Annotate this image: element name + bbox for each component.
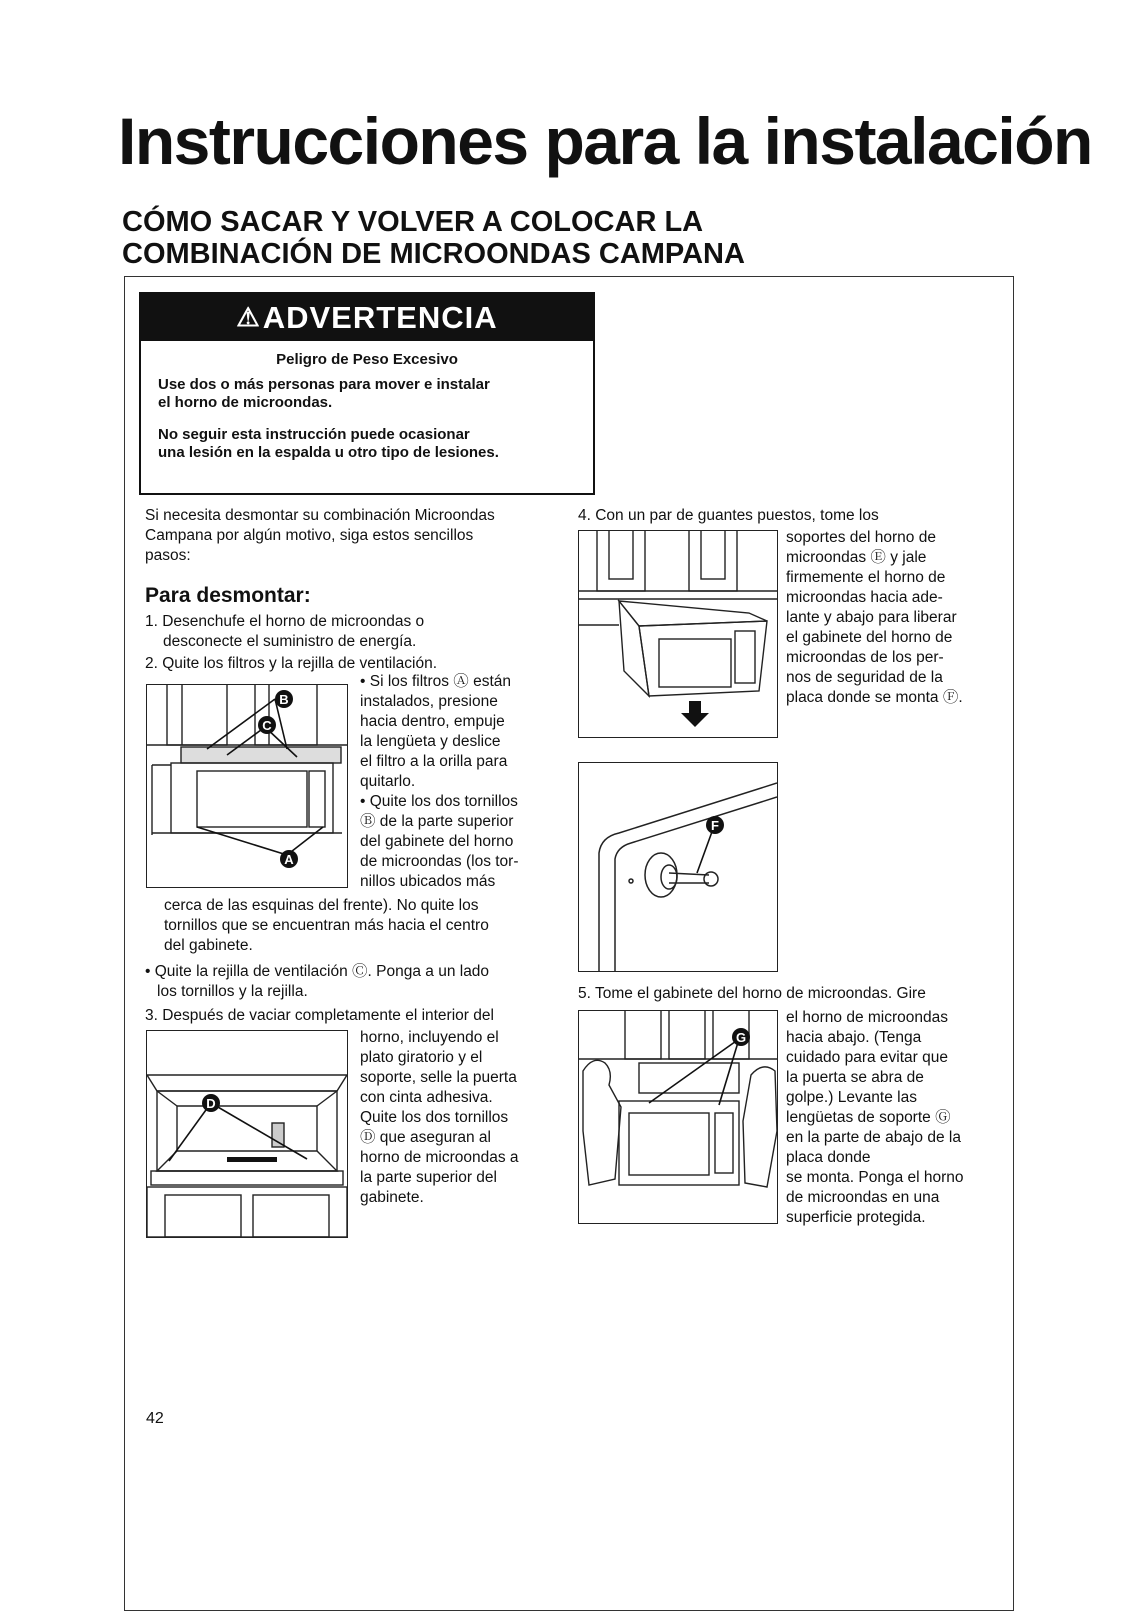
step-1: [145, 612, 545, 652]
callout-f-label: F: [711, 818, 719, 833]
step-4-side-line: placa donde se monta Ⓕ.: [786, 689, 963, 706]
figure-cabinet-screws: [146, 1030, 348, 1238]
step-5-side-line: placa donde: [786, 1149, 871, 1166]
section-heading: Para desmontar:: [145, 584, 311, 607]
step-5-side-line: en la parte de abajo de la: [786, 1129, 961, 1146]
warning-icon: ⚠: [236, 302, 261, 332]
step-4-side-line: nos de seguridad de la: [786, 669, 943, 686]
callout-g-label: G: [735, 1030, 747, 1045]
intro-paragraph: [145, 506, 545, 566]
step-2-continued: [164, 896, 564, 956]
step-2: 2. Quite los filtros y la rejilla de ventilación.: [145, 655, 438, 672]
warning-heading: ADVERTENCIA: [262, 300, 498, 335]
step-4-side-line: el gabinete del horno de: [786, 629, 953, 646]
step-2-side-line: el filtro a la orilla para: [360, 753, 508, 770]
step-3-side-line: con cinta adhesiva.: [360, 1089, 493, 1106]
callout-b-label: B: [279, 692, 289, 707]
step-2-side-line: hacia dentro, empuje: [360, 713, 505, 730]
step-3-side-text: [360, 1028, 550, 1208]
intro-line: Si necesita desmontar su combinación Microondas: [145, 507, 495, 524]
step-5-side-line: se monta. Ponga el horno: [786, 1169, 964, 1186]
section-title-line1: CÓMO SACAR Y VOLVER A COLOCAR LA: [122, 206, 704, 238]
step-1-line: 1. Desenchufe el horno de microondas o: [145, 613, 425, 630]
page-title: Instrucciones para la instalación: [118, 104, 1092, 178]
step-5-side-line: lengüetas de soporte Ⓖ: [786, 1109, 951, 1126]
step-5-side-line: superficie protegida.: [786, 1209, 926, 1226]
warning-text-1: [158, 376, 578, 412]
figure-lower-oven-drawing: [579, 1011, 777, 1223]
step-5-side-text: [786, 1008, 1006, 1228]
step-4-side-line: microondas Ⓔ y jale: [786, 549, 927, 566]
figure-filters-drawing: [147, 685, 347, 887]
step-3-side-line: gabinete.: [360, 1189, 424, 1206]
step-5-side-line: el horno de microondas: [786, 1009, 948, 1026]
step-3-side-line: la parte superior del: [360, 1169, 497, 1186]
section-title-line2: COMBINACIÓN DE MICROONDAS CAMPANA: [122, 238, 745, 270]
step-1-line: desconecte el suministro de energía.: [163, 633, 417, 650]
step-5-side-line: hacia abajo. (Tenga: [786, 1029, 922, 1046]
figure-mounting-bolt: [578, 762, 778, 972]
warning-text-1-line: el horno de microondas.: [158, 394, 333, 411]
step-2-side-line: de microondas (los tor-: [360, 853, 519, 870]
warning-text-2-line: No seguir esta instrucción puede ocasionar: [158, 426, 470, 443]
step-2-side-line: nillos ubicados más: [360, 873, 496, 890]
step-4-side-line: microondas de los per-: [786, 649, 944, 666]
step-5-side-line: de microondas en una: [786, 1189, 940, 1206]
step-4-side-line: lante y abajo para liberar: [786, 609, 957, 626]
step-4-side-line: soportes del horno de: [786, 529, 936, 546]
figure-pull-oven-drawing: [579, 531, 777, 737]
step-5-side-line: la puerta se abra de: [786, 1069, 924, 1086]
figure-lower-oven: [578, 1010, 778, 1224]
step-3-side-line: Ⓓ que aseguran al: [360, 1129, 491, 1146]
step-3-side-line: plato giratorio y el: [360, 1049, 483, 1066]
step-5: 5. Tome el gabinete del horno de microondas. Gire: [578, 985, 926, 1002]
step-2-side-line: • Quite los dos tornillos: [360, 793, 518, 810]
down-arrow-icon: [681, 701, 709, 727]
warning-text-1-line: Use dos o más personas para mover e instalar: [158, 376, 490, 393]
step-3-side-line: soporte, selle la puerta: [360, 1069, 517, 1086]
hazard-title: Peligro de Peso Excesivo: [276, 351, 458, 368]
intro-line: Campana por algún motivo, siga estos sencillos: [145, 527, 474, 544]
step-4: 4. Con un par de guantes puestos, tome los: [578, 507, 879, 524]
callout-d-label: D: [206, 1096, 216, 1111]
warning-text-2-line: una lesión en la espalda u otro tipo de lesiones.: [158, 444, 499, 461]
figure-pull-oven: [578, 530, 778, 738]
step-4-side-text: [786, 528, 1006, 708]
step-2-side-line: la lengüeta y deslice: [360, 733, 501, 750]
intro-line: pasos:: [145, 547, 191, 564]
warning-text-2: [158, 426, 578, 462]
step-5-side-line: golpe.) Levante las: [786, 1089, 917, 1106]
step-2-side-line: del gabinete del horno: [360, 833, 514, 850]
step-4-side-line: firmemente el horno de: [786, 569, 946, 586]
step-2-cont-line: cerca de las esquinas del frente). No quite los: [164, 897, 479, 914]
figure-mounting-bolt-drawing: [579, 763, 777, 971]
step-2-bullet-line: los tornillos y la rejilla.: [157, 983, 308, 1000]
callout-c-label: C: [262, 718, 272, 733]
step-2-side-line: quitarlo.: [360, 773, 416, 790]
section-title: [122, 206, 745, 270]
warning-box: [139, 292, 595, 495]
step-4-side-line: microondas hacia ade-: [786, 589, 943, 606]
step-3-side-line: Quite los dos tornillos: [360, 1109, 509, 1126]
step-2-cont-line: tornillos que se encuentran más hacia el centro: [164, 917, 489, 934]
step-2-side-line: Ⓑ de la parte superior: [360, 813, 514, 830]
step-2-cont-line: del gabinete.: [164, 937, 253, 954]
step-2-side-text: [360, 672, 550, 892]
figure-filters: [146, 684, 348, 888]
step-3-side-line: horno de microondas a: [360, 1149, 519, 1166]
page-number: 42: [146, 1410, 164, 1427]
step-5-side-line: cuidado para evitar que: [786, 1049, 949, 1066]
step-3: 3. Después de vaciar completamente el interior del: [145, 1007, 494, 1024]
step-2-side-line: instalados, presione: [360, 693, 498, 710]
warning-header: [141, 294, 593, 341]
step-3-side-line: horno, incluyendo el: [360, 1029, 499, 1046]
figure-cabinet-drawing: [147, 1031, 347, 1237]
step-2-bullet-line: • Quite la rejilla de ventilación Ⓒ. Ponga a un lado: [145, 963, 490, 980]
step-2-bullet-3: [145, 962, 555, 1002]
callout-a-label: A: [284, 852, 294, 867]
step-2-side-line: • Si los filtros Ⓐ están: [360, 673, 512, 690]
